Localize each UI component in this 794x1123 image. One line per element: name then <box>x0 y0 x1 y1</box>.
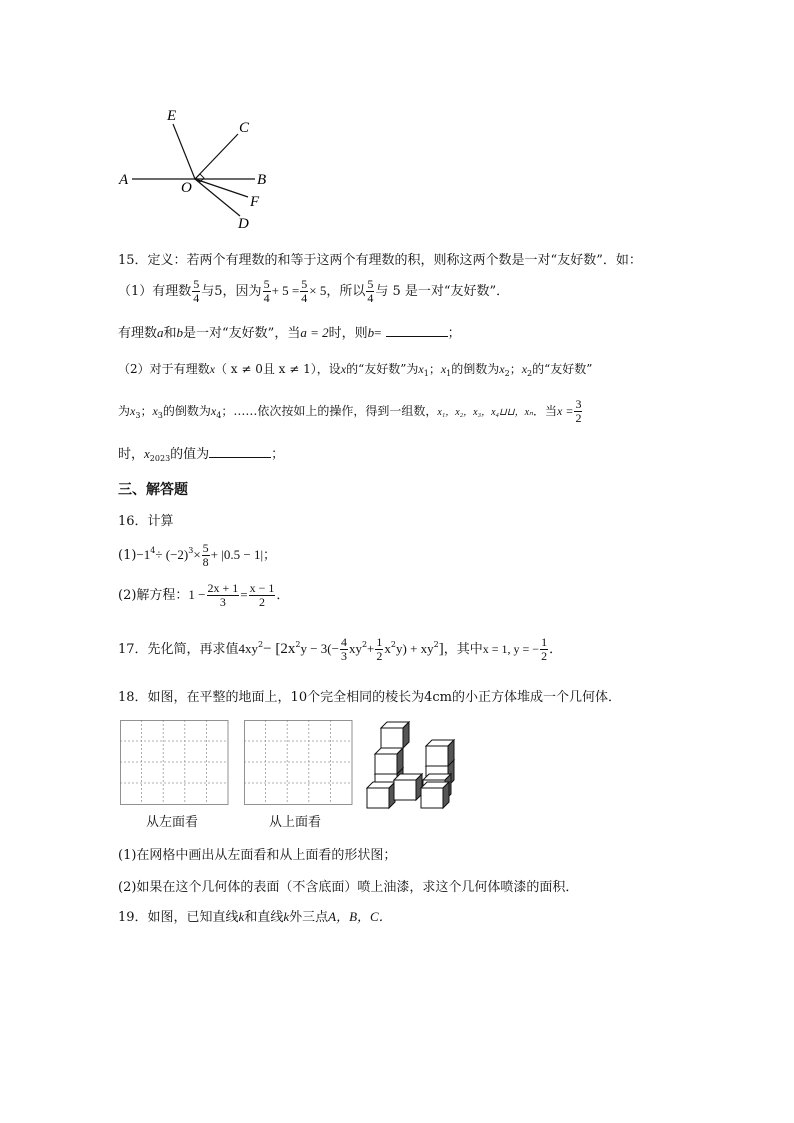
angle-figure <box>110 100 290 235</box>
label-O: O <box>181 180 192 196</box>
grid-top-view[interactable] <box>244 720 354 806</box>
q18-sub1: (1)在网格中画出从左面看和从上面看的形状图； <box>118 848 397 863</box>
q18-text: 18．如图，在平整的地面上，10个完全相同的棱长为4cm的小正方体堆成一个几何体． <box>118 690 621 705</box>
label-E: E <box>167 108 177 124</box>
q15-part3: 为$x_3$；$x_3$的倒数为$x_4$；……依次按如上的操作，得到一组数，x₁，x₂，x₃，x₄⊔⊔，xₙ．当x = $\frac{3}{2}$ <box>118 397 582 425</box>
caption-top-view: 从上面看 <box>269 815 322 830</box>
q15-part1b: 有理数a和b是一对“友好数”，当a = 2时，则b= ； <box>118 325 461 341</box>
section-title: 三、解答题 <box>118 482 188 498</box>
grid-left-view[interactable] <box>120 720 230 806</box>
label-F: F <box>250 194 260 210</box>
ray-OC <box>195 134 238 179</box>
q16-part1: $(1)-1^4\div (-2)^3\times$ $\frac{5}{8}$ + |0.5 − 1|； <box>118 541 277 569</box>
ray-OE <box>173 124 195 179</box>
label-A: A <box>119 172 129 188</box>
q16-title: 16．计算 <box>118 514 174 529</box>
q17-line: 17．先化简，再求值$4xy^2- [2x^2y - 3(-$ $\frac{4}{3}$ $xy^2+$ $\frac{1}{2}$ $x^2y) + xy^2$]，其中x = 1, y = − $\frac{1}{2}$ ． <box>118 635 563 663</box>
ray-OF <box>195 179 248 197</box>
q15-part4: 时，$x_{2023}$的值为 ； <box>118 446 285 463</box>
q18-sub2: (2)如果在这个几何体的表面（不含底面）喷上油漆，求这个几何体喷漆的面积． <box>118 880 579 895</box>
label-B: B <box>257 172 267 188</box>
answer-blank-x2023[interactable] <box>209 445 271 458</box>
q15-part2: （2）对于有理数x（ x ≠ 0且 x ≠ 1），设x的“友好数”为$x_1$；$x_1$的倒数为$x_2$；$x_2$的“友好数” <box>118 362 593 378</box>
label-C: C <box>239 120 250 136</box>
caption-left-view: 从左面看 <box>146 815 199 830</box>
cube-stack-figure <box>365 716 460 810</box>
label-D: D <box>238 216 249 232</box>
q19-text: 19．如图，已知直线k和直线k外三点A，B，C． <box>118 909 392 925</box>
q15-stem: 15．定义：若两个有理数的和等于这两个有理数的积，则称这两个数是一对“友好数”．如： <box>118 253 642 268</box>
ray-OD <box>195 179 240 216</box>
q16-part2: (2)解方程：1 − $\frac{2x + 1}{3}$ = $\frac{x - 1}{2}$ ． <box>118 581 290 609</box>
answer-blank-b[interactable] <box>386 324 448 337</box>
q15-part1: （1）有理数 $\frac{5}{4}$ 与5，因为 $\frac{5}{4}$ + 5 = $\frac{5}{4}$ × 5，所以 $\frac{5}{4}$ 与 5 是一对“友好数”． <box>118 277 510 305</box>
